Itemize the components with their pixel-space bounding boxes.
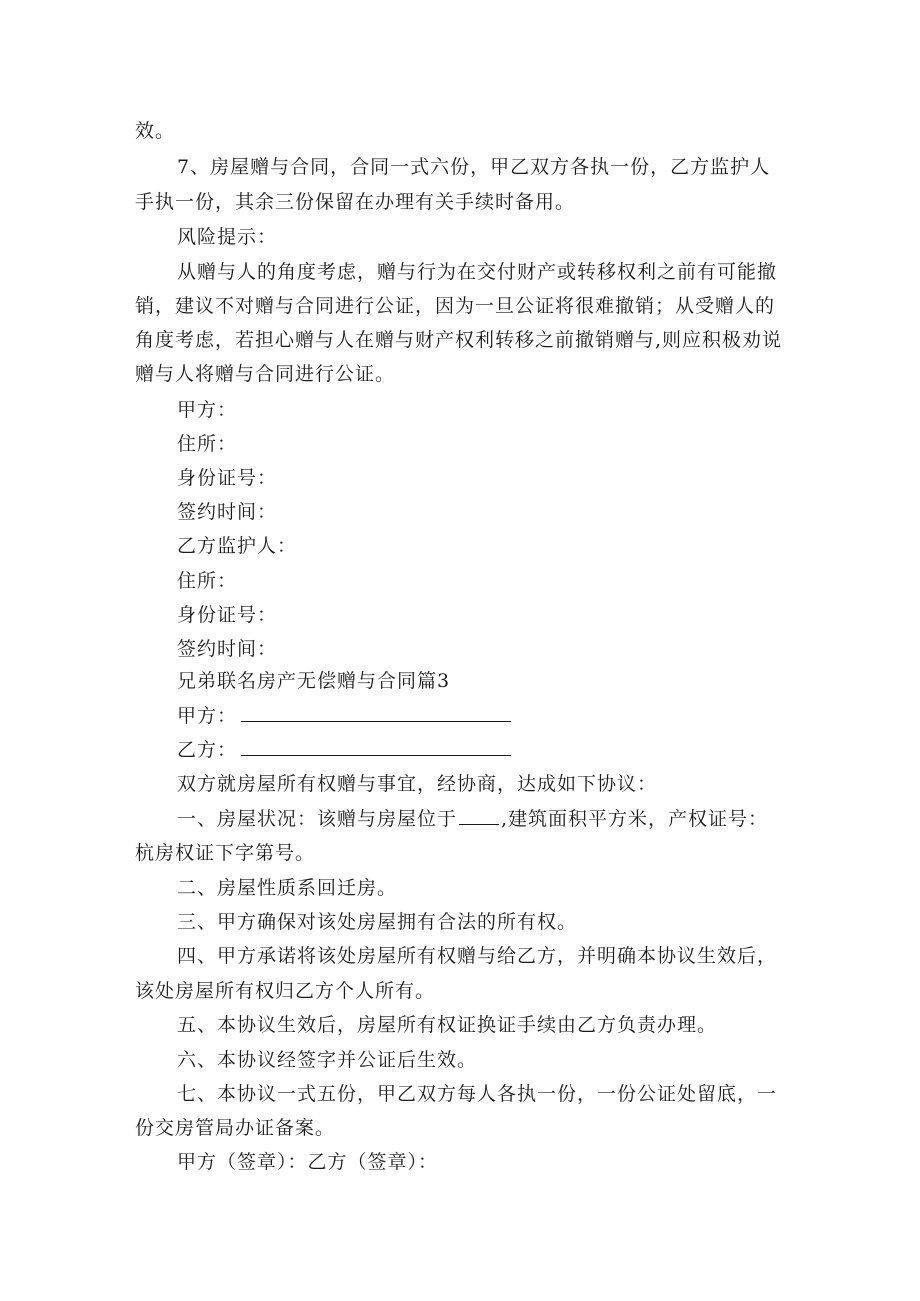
field-label: 甲方：	[177, 705, 238, 727]
signature-underline	[241, 707, 511, 722]
text-line: 赠与人将赠与合同进行公证。	[135, 363, 396, 385]
text-line: 销，建议不对赠与合同进行公证，因为一旦公证将很难撤销；从受赠人的	[135, 295, 776, 317]
field-label: 身份证号：	[177, 604, 278, 626]
text-segment: ,建筑面积平方米，产权证号：	[501, 808, 769, 830]
text-line: 角度考虑，若担心赠与人在赠与财产权利转移之前撤销赠与,则应积极劝说	[135, 329, 783, 351]
text-line: 手执一份，其余三份保留在办理有关手续时备用。	[135, 191, 576, 213]
text-line: 七、本协议一式五份，甲乙双方每人各执一份，一份公证处留底，一	[177, 1083, 778, 1105]
blank-underline	[459, 810, 499, 825]
field-label: 住所：	[177, 570, 238, 592]
text-line: 效。	[135, 120, 176, 142]
party-a-line	[177, 701, 511, 728]
field-label: 乙方：	[177, 739, 238, 761]
text-line: 六、本协议经签字并公证后生效。	[177, 1049, 478, 1071]
text-line: 三、甲方确保对该处房屋拥有合法的所有权。	[177, 911, 578, 933]
text-line: 双方就房屋所有权赠与事宜，经协商，达成如下协议：	[177, 773, 658, 795]
signature-line: 甲方（签章）：乙方（签章）：	[177, 1151, 439, 1173]
field-label: 签约时间：	[177, 501, 278, 523]
clause-line	[177, 804, 768, 831]
field-label: 住所：	[177, 433, 238, 455]
signature-underline	[241, 741, 511, 756]
text-line: 从赠与人的角度考虑，赠与行为在交付财产或转移权利之前有可能撤	[177, 261, 778, 283]
text-segment: 一、房屋状况：该赠与房屋位于	[177, 808, 458, 830]
text-line: 份交房管局办证备案。	[135, 1117, 336, 1139]
party-b-line	[177, 735, 511, 762]
field-label: 身份证号：	[177, 467, 278, 489]
field-label: 甲方：	[177, 399, 238, 421]
text-line: 五、本协议生效后，房屋所有权证换证手续由乙方负责办理。	[177, 1014, 718, 1036]
field-label: 乙方监护人：	[177, 535, 298, 557]
section-heading: 风险提示：	[177, 226, 278, 248]
text-line: 杭房权证下字第号。	[135, 842, 316, 864]
section-title: 兄弟联名房产无偿赠与合同篇3	[177, 670, 451, 692]
text-line: 四、甲方承诺将该处房屋所有权赠与给乙方，并明确本协议生效后，	[177, 945, 778, 967]
field-label: 签约时间：	[177, 638, 278, 660]
text-line: 二、房屋性质系回迁房。	[177, 877, 398, 899]
text-line: 7、房屋赠与合同，合同一式六份，甲乙双方各执一份，乙方监护人	[177, 156, 771, 178]
text-line: 该处房屋所有权归乙方个人所有。	[135, 980, 436, 1002]
